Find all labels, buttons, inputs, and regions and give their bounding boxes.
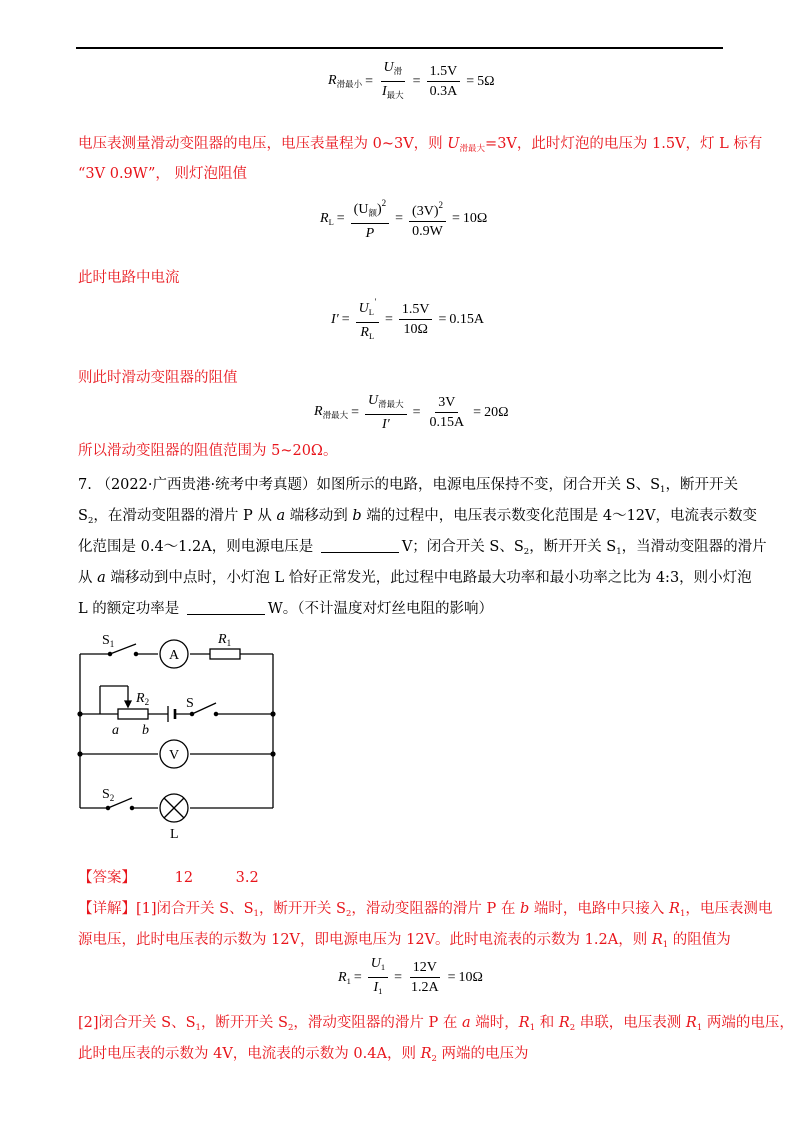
ammeter-icon [160, 640, 188, 668]
voltmeter-icon [160, 740, 188, 768]
answer-blank-1 [321, 538, 399, 553]
answer-blank-2 [187, 600, 265, 615]
header-rule [76, 47, 723, 49]
question-line-5: L 的额定功率是 W。（不计温度对灯丝电阻的影响） [78, 601, 494, 617]
question-line-2: $S_2$，在滑动变阻器的滑片 P 从 a 端移动到 b 端的过程中，电压表示数变化范围是 4～12V，电流表示数变 [78, 508, 757, 526]
para-voltmeter-range: 电压表测量滑动变阻器的电压，电压表量程为 0~3V，则 $U_{滑最大}=3V$，此时灯泡的电压为 1.5V，灯 L 标有 [78, 136, 763, 154]
switch-s-blade [192, 703, 216, 714]
rheostat-r2 [118, 709, 148, 719]
question-line-3: 化范围是 0.4～1.2A，则电源电压是 V；闭合开关 S、$S_2$，断开开关 $S_1$，当滑动变阻器的滑片 [78, 539, 767, 557]
label-a: a [112, 723, 119, 738]
detail2-line-1: [2]闭合开关 S、$S_1$，断开开关 $S_2$，滑动变阻器的滑片 P 在 a 端时，$R_1$ 和 $R_2$ 串联，电压表测 $R_1$ 两端的电压， [78, 1015, 794, 1033]
label-r2: $R_2$ [136, 691, 150, 707]
resistor-r1 [210, 649, 240, 659]
detail-line-1: 【详解】[1]闭合开关 S、$S_1$，断开开关 $S_2$，滑动变阻器的滑片 P 在 b 端时，电路中只接入 $R_1$，电压表测电 [78, 901, 773, 919]
junction-dot [77, 751, 82, 756]
svg-text:A: A [168, 648, 180, 663]
para-resistance-range: 所以滑动变阻器的阻值范围为 5~20Ω。 [78, 443, 338, 459]
detail2-line-2: 此时电压表的示数为 4V，电流表的示数为 0.4A，则 $R_2$ 两端的电压为 [78, 1046, 529, 1064]
equation-current: I′ = $\frac{U_L'}{R_L}$ = $\frac{1.5V}{10\Omega}$ = 0.15A [331, 294, 484, 345]
junction-dot [270, 751, 275, 756]
equation-lamp-resistance: $R_L$ = $\frac{(U_额)^2}{P}$ = $\frac{(3V)^2}{0.9W}$ = 10Ω [320, 195, 487, 242]
question-line-4: 从 a 端移动到中点时，小灯泡 L 恰好正常发光，此过程中电路最大功率和最小功率之比为 4:3，则小灯泡 [78, 570, 752, 586]
para-circuit-current: 此时电路中电流 [78, 270, 180, 286]
label-b: b [142, 723, 149, 738]
detail-line-2: 源电压，此时电压表的示数为 12V，即电源电压为 12V。此时电流表的示数为 1.2A，则 $R_1$ 的阻值为 [78, 932, 731, 950]
equation-r-slide-min: $R_{滑最小}$ = $\frac{U_滑}{I_{最大}}$ = $\frac{1.5V}{0.3A}$ = 5Ω [328, 60, 495, 100]
junction-dot [270, 711, 275, 716]
svg-text:V: V [168, 748, 180, 763]
label-s: S [186, 696, 194, 711]
question-line-1: 7. （2022·广西贵港·统考中考真题）如图所示的电路，电源电压保持不变，闭合开关 S、$S_1$，断开开关 [78, 477, 738, 495]
junction-dot [77, 711, 82, 716]
answer-line: 【答案】 12 3.2 [78, 870, 259, 886]
lamp-icon [160, 794, 188, 822]
equation-r1: $R_1$ = $\frac{U_1}{I_1}$ = $\frac{12V}{1.2A}$ = 10Ω [338, 956, 483, 996]
label-s2: $S_2$ [102, 787, 115, 803]
label-lamp: L [170, 827, 179, 842]
equation-r-slide-max: $R_{滑最大}$ = $\frac{U_{滑最大}}{I'}$ = $\frac{3V}{0.15A}$ = 20Ω [314, 393, 509, 432]
para-lamp-rating: “3V 0.9W”， 则灯泡阻值 [78, 166, 247, 182]
label-s1: $S_1$ [102, 633, 115, 649]
label-r1: $R_1$ [218, 632, 232, 648]
circuit-diagram [70, 624, 310, 844]
para-slider-resistance: 则此时滑动变阻器的阻值 [78, 370, 238, 386]
